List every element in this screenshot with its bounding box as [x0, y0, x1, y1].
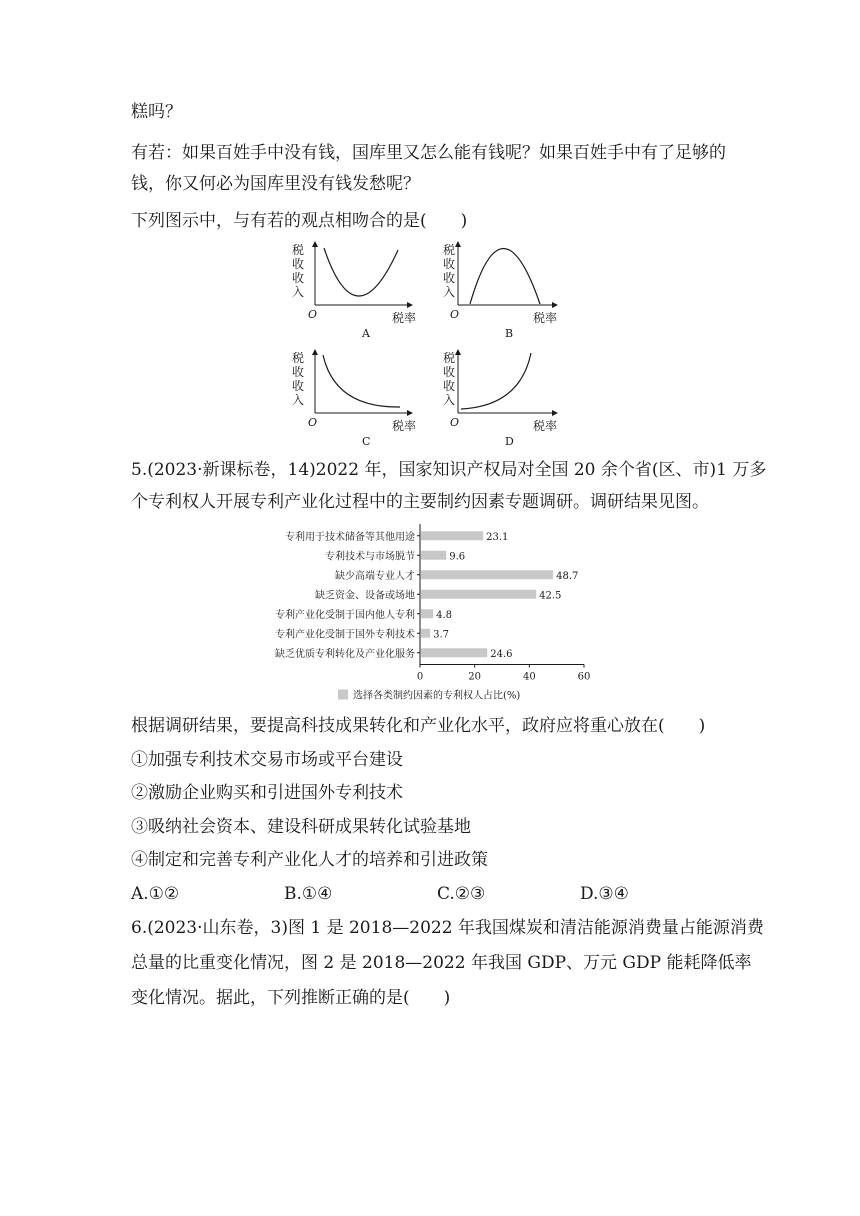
x-tick-label: 20 [468, 671, 482, 683]
option-d: D.③④ [580, 884, 629, 904]
x-tick-label: 40 [522, 671, 536, 683]
graph-c-origin: O [308, 416, 318, 429]
graph-d-ylabel-4: 入 [443, 393, 456, 407]
graph-b [443, 243, 557, 340]
value-label: 23.1 [486, 531, 509, 543]
graph-a-xlabel: 税率 [392, 311, 417, 325]
graph-a-ylabel-1: 税 [292, 243, 305, 257]
value-label: 48.7 [556, 570, 579, 582]
graph-a-ylabel-3: 收 [292, 271, 305, 285]
graph-c-curve [323, 355, 400, 407]
graph-d-xlabel: 税率 [533, 419, 558, 433]
value-label: 3.7 [433, 629, 450, 641]
graph-a-letter: A [362, 327, 370, 340]
graph-a-curve [324, 248, 398, 296]
category-label: 专利产业化受制于国外专利技术 [275, 629, 415, 641]
graph-a-ylabel-2: 收 [292, 257, 305, 271]
graph-b-curve [470, 249, 540, 305]
graph-d-origin: O [450, 416, 460, 429]
question-6-stem-line3: 变化情况。据此，下列推断正确的是( ) [131, 988, 451, 1008]
graph-d-curve [461, 353, 531, 409]
graph-c-letter: C [362, 435, 371, 448]
option-c: C.②③ [437, 884, 486, 904]
option-a: A.①② [131, 884, 180, 904]
graph-b-ylabel-1: 税 [443, 243, 456, 257]
bar [421, 629, 430, 638]
graph-d-ylabel-2: 收 [443, 365, 456, 379]
bar [421, 648, 487, 657]
question-5-stem-line2: 个专利权人开展专利产业化过程中的主要制约因素专题调研。调研结果见图。 [131, 492, 709, 512]
question-6-stem-line1: 6.(2023·山东卷，3)图 1 是 2018—2022 年我国煤炭和清洁能源消费量占能源消费 [131, 918, 764, 938]
question-5-stem-line1: 5.(2023·新课标卷，14)2022 年，国家知识产权局对全国 20 余个省(区、市)1 万多 [131, 460, 767, 480]
statement-1: ①加强专利技术交易市场或平台建设 [131, 750, 403, 770]
graph-a-ylabel-4: 入 [292, 285, 305, 299]
value-label: 24.6 [490, 648, 513, 660]
value-label: 42.5 [539, 590, 562, 602]
tax-curve-graphs [280, 238, 600, 448]
category-label: 缺乏资金、设备或场地 [315, 590, 415, 602]
category-label: 专利技术与市场脱节 [325, 551, 415, 563]
graph-c-ylabel-4: 入 [292, 393, 305, 407]
graph-c-ylabel-2: 收 [292, 365, 305, 379]
patent-constraint-bar-chart [260, 522, 620, 702]
x-tick-label: 0 [416, 671, 424, 683]
value-label: 4.8 [436, 609, 453, 621]
question-6-stem-line2: 总量的比重变化情况，图 2 是 2018—2022 年我国 GDP、万元 GDP 能耗降低率 [131, 953, 752, 973]
graph-d [443, 351, 557, 448]
graph-b-origin: O [450, 308, 460, 321]
graph-b-xlabel: 税率 [533, 311, 558, 325]
graph-b-ylabel-3: 收 [443, 271, 456, 285]
statement-2: ②激励企业购买和引进国外专利技术 [131, 783, 403, 803]
graph-d-ylabel-1: 税 [443, 351, 456, 365]
graph-d-ylabel-3: 收 [443, 379, 456, 393]
bar [421, 590, 536, 599]
value-label: 9.6 [449, 551, 466, 563]
graph-b-letter: B [505, 327, 514, 340]
graph-c-xlabel: 税率 [392, 419, 417, 433]
graph-a [292, 243, 416, 340]
bar [421, 531, 483, 540]
category-label: 专利用于技术储备等其他用途 [285, 531, 415, 543]
category-label: 缺少高端专业人才 [335, 570, 415, 582]
x-tick-label: 60 [577, 671, 591, 683]
graph-b-ylabel-2: 收 [443, 257, 456, 271]
statement-3: ③吸纳社会资本、建设科研成果转化试验基地 [131, 817, 471, 837]
graph-c [292, 351, 416, 448]
graph-b-ylabel-4: 入 [443, 285, 456, 299]
graph-a-origin: O [308, 308, 318, 321]
option-b: B.①④ [284, 884, 333, 904]
bar [421, 570, 553, 579]
bar [421, 551, 446, 560]
graph-c-ylabel-3: 收 [292, 379, 305, 393]
statement-4: ④制定和完善专利产业化人才的培养和引进政策 [131, 850, 488, 870]
category-label: 缺乏优质专利转化及产业化服务 [275, 648, 415, 660]
category-label: 专利产业化受制于国内他人专利 [275, 609, 415, 621]
question-5-prompt: 根据调研结果，要提高科技成果转化和产业化水平，政府应将重心放在( ) [131, 716, 706, 736]
question-4-prompt: 下列图示中，与有若的观点相吻合的是( ) [131, 211, 468, 231]
bar [421, 609, 433, 618]
graph-d-letter: D [505, 435, 514, 448]
youruo-speech-line2: 钱，你又何必为国库里没有钱发愁呢？ [131, 174, 420, 194]
legend-swatch [338, 690, 348, 700]
question-4-continuation: 糕吗？ [131, 102, 182, 122]
legend-label: 选择各类制约因素的专利权人占比(%) [353, 690, 521, 702]
youruo-speech-line1: 有若：如果百姓手中没有钱，国库里又怎么能有钱呢？如果百姓手中有了足够的 [131, 143, 726, 163]
graph-c-ylabel-1: 税 [292, 351, 305, 365]
